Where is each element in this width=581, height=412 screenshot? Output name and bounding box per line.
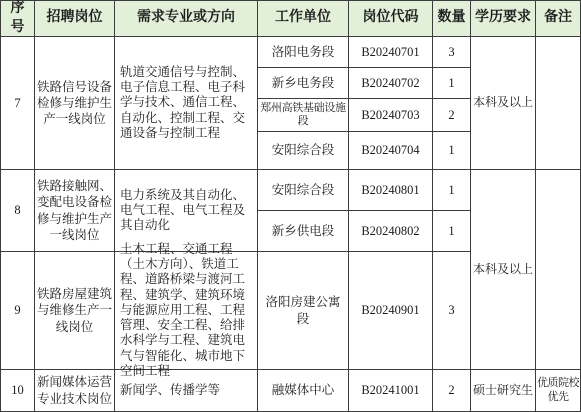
post-code: B20240801 — [349, 170, 433, 211]
post-code: B20240701 — [349, 37, 433, 68]
row-major — [115, 170, 258, 252]
post-count: 3 — [433, 252, 471, 370]
header-position: 招聘岗位 — [35, 0, 115, 37]
header-major: 需求专业或方向 — [115, 0, 258, 37]
post-unit: 安阳综合段 — [258, 132, 349, 170]
row-position: 铁路信号设备检修与维护生产一线岗位 — [35, 37, 115, 170]
row-position: 铁路房屋建筑与维修生产一线岗位 — [35, 252, 115, 370]
post-count: 1 — [433, 132, 471, 170]
row-seq: 9 — [0, 252, 35, 370]
post-code: B20240702 — [349, 68, 433, 99]
row-position: 铁路接触网、变配电设备检修与维护生产一线岗位 — [35, 170, 115, 252]
remarks-cell: 优质院校优先 — [536, 370, 581, 412]
remarks-cell — [536, 37, 581, 170]
row-major-text: 新闻学、传播学等 — [120, 382, 221, 397]
post-unit: 安阳综合段 — [258, 170, 349, 211]
row-major-text: 土木工程、交通工程（土木方向）、铁道工程、道路桥梁与渡河工程、建筑学、建筑环境与能源应用工程、工程管理、安全工程、给排水科学与工程、建筑电气与智能化、城市地下空间工程 — [120, 241, 246, 378]
header-count: 数量 — [433, 0, 471, 37]
row-major-text: 轨道交通信号与控制、电子信息工程、电子科学与技术、通信工程、自动化、控制工程、交通设备与控制工程 — [120, 64, 246, 140]
post-unit: 洛阳电务段 — [258, 37, 349, 68]
post-code: B20240703 — [349, 99, 433, 132]
row-seq: 8 — [0, 170, 35, 252]
education-cell: 本科及以上 — [471, 37, 536, 170]
row-major — [115, 241, 258, 378]
post-count: 1 — [433, 211, 471, 252]
post-count: 2 — [433, 99, 471, 132]
post-code: B20240901 — [349, 252, 433, 370]
row-seq: 10 — [0, 370, 35, 412]
post-unit: 融媒体中心 — [258, 370, 349, 412]
post-unit: 洛阳房建公寓段 — [258, 252, 349, 370]
header-code: 岗位代码 — [349, 0, 433, 37]
post-count: 1 — [433, 68, 471, 99]
post-unit: 郑州高铁基础设施段 — [258, 99, 349, 132]
education-cell: 硕士研究生 — [471, 370, 536, 412]
education-cell: 本科及以上 — [471, 170, 536, 370]
row-position: 新闻媒体运营专业技术岗位 — [35, 370, 115, 412]
post-code: B20240704 — [349, 132, 433, 170]
post-code: B20240802 — [349, 211, 433, 252]
remarks-cell — [536, 170, 581, 370]
row-major — [115, 370, 258, 412]
post-unit: 新乡供电段 — [258, 211, 349, 252]
header-remarks: 备注 — [536, 0, 581, 37]
post-count: 2 — [433, 370, 471, 412]
post-count: 1 — [433, 170, 471, 211]
post-count: 3 — [433, 37, 471, 68]
header-education: 学历要求 — [471, 0, 536, 37]
header-unit: 工作单位 — [258, 0, 349, 37]
row-seq: 7 — [0, 37, 35, 170]
post-code: B20241001 — [349, 370, 433, 412]
row-major-text: 电力系统及其自动化、电气工程、电气工程及其自动化 — [120, 187, 246, 233]
header-seq: 序号 — [0, 0, 35, 37]
post-unit: 新乡电务段 — [258, 68, 349, 99]
row-major — [115, 37, 258, 170]
